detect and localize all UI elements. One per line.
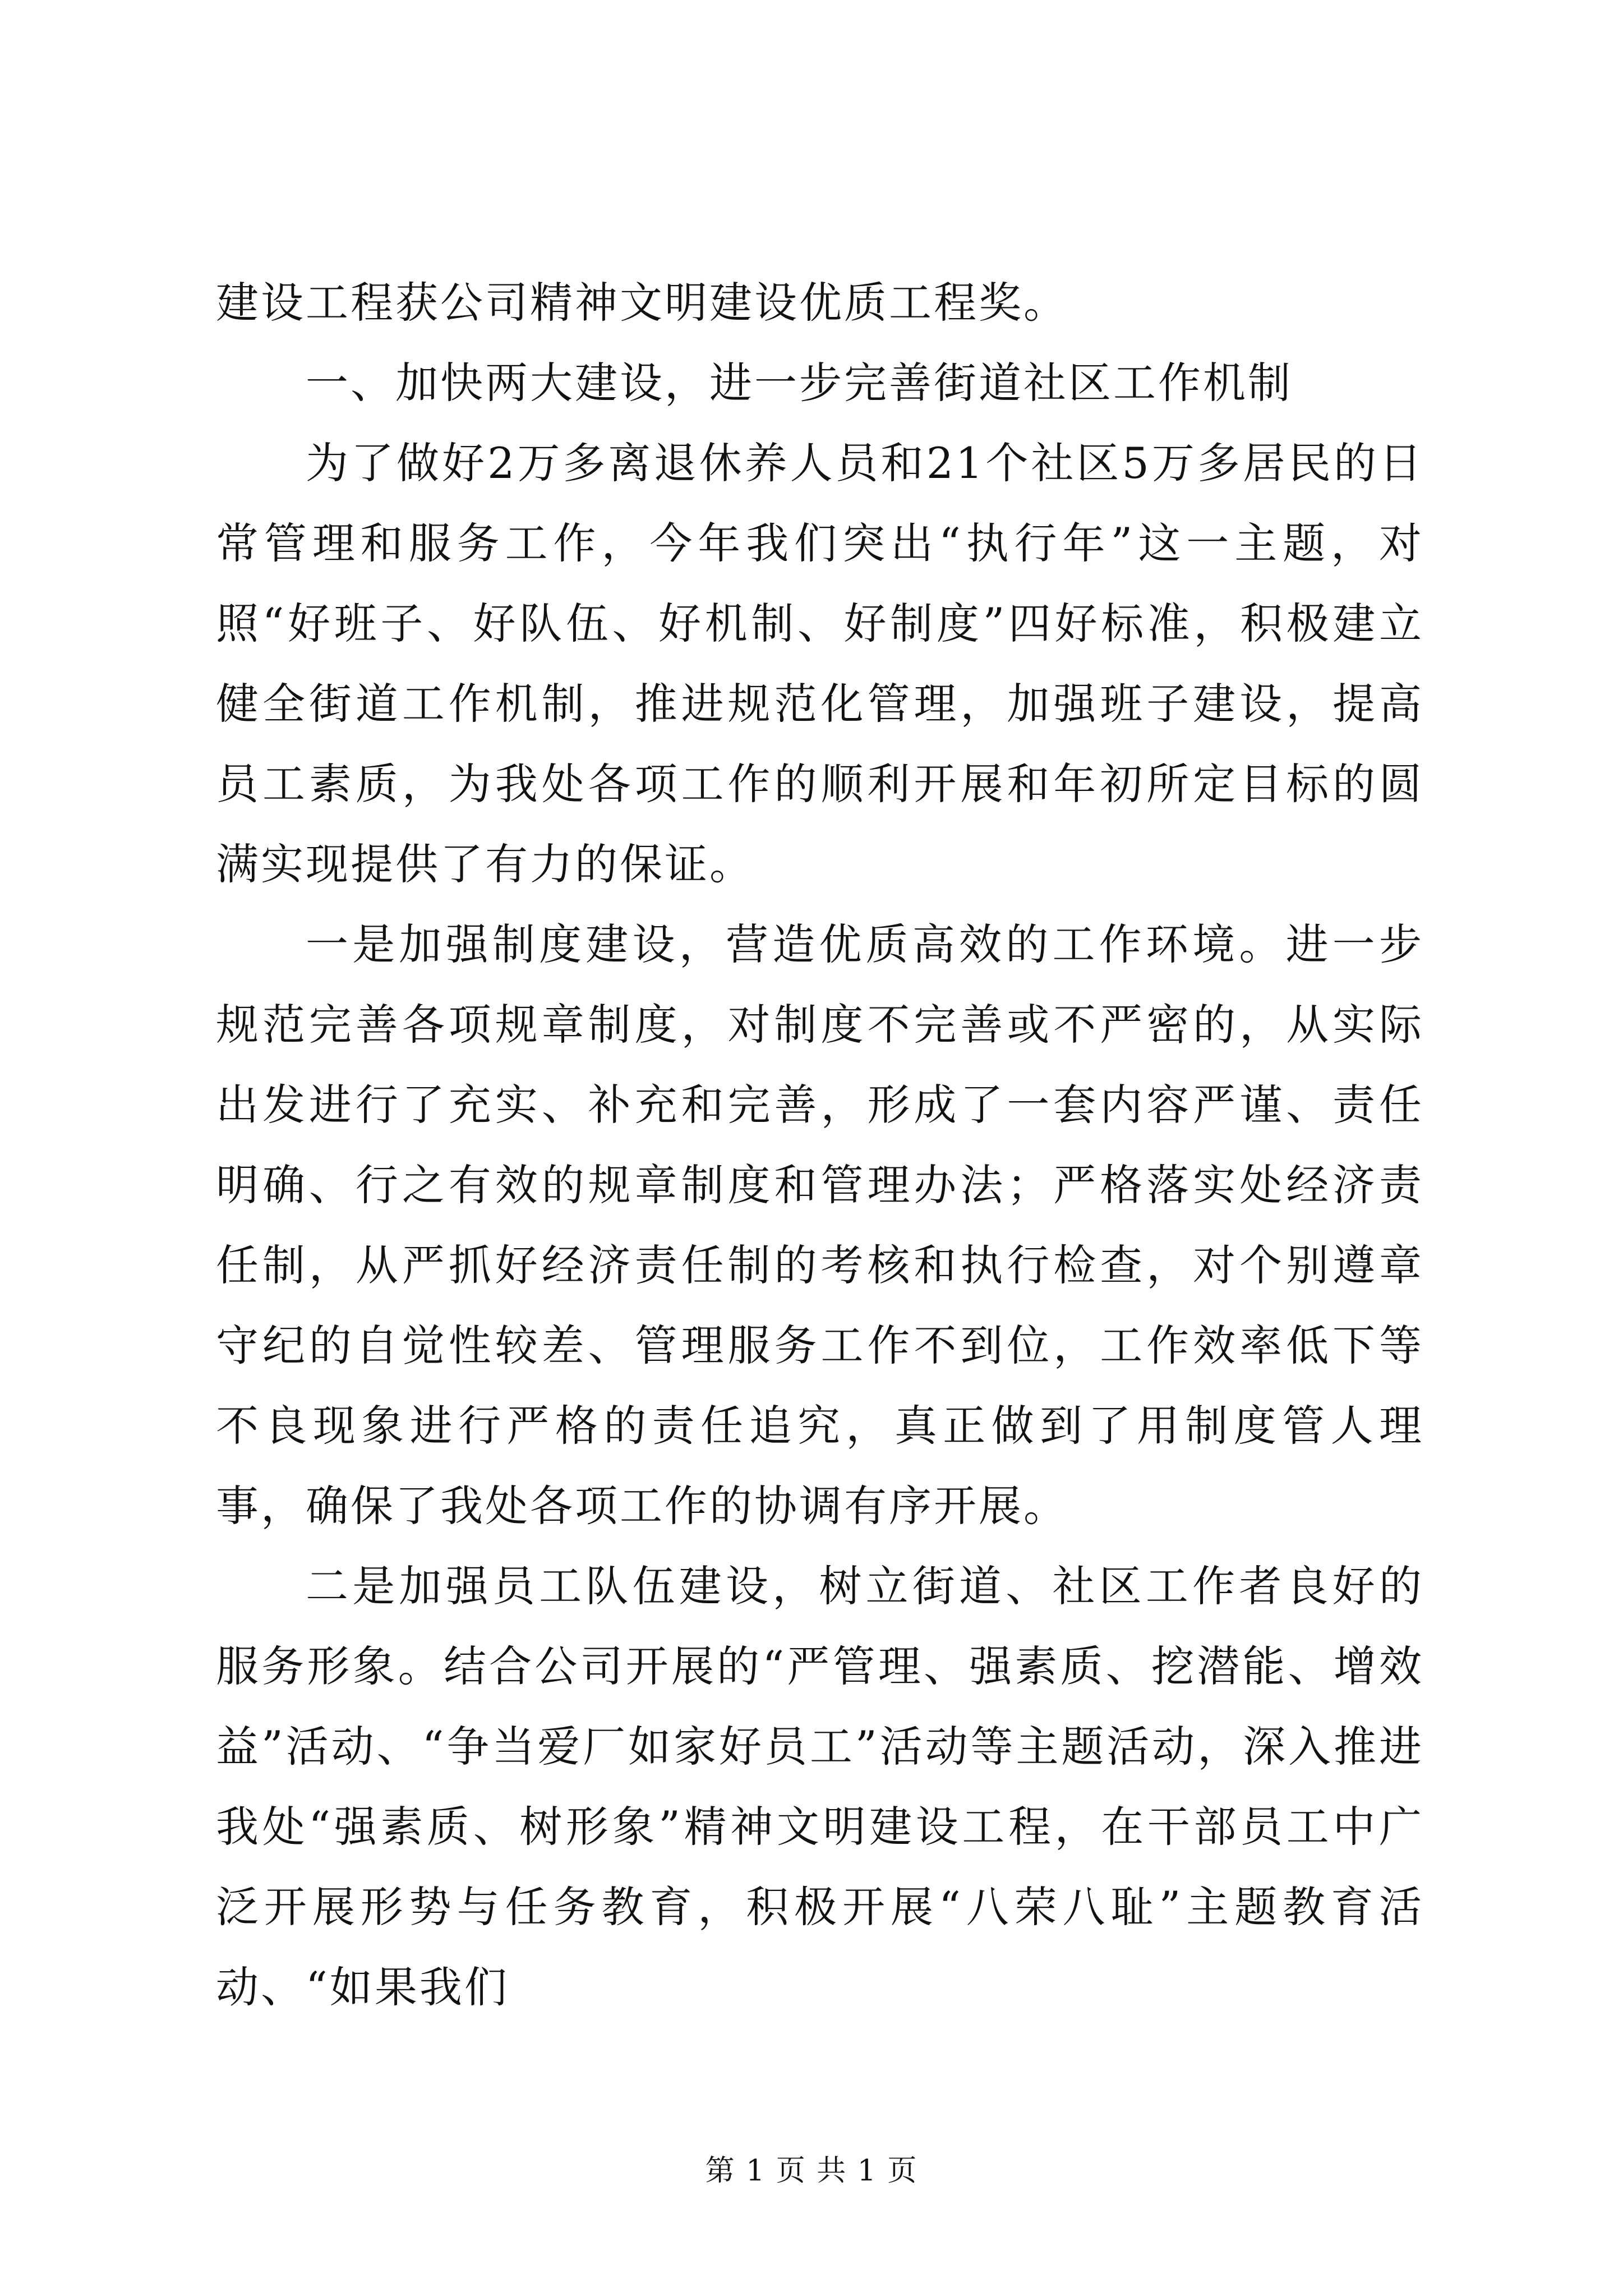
paragraph: 二是加强员工队伍建设，树立街道、社区工作者良好的服务形象。结合公司开展的“严管理、强素质、挖潜能、增效益”活动、“争当爱厂如家好员工”活动等主题活动，深入推进我处“强素质、树形象”精神文明建设工程，在干部员工中广泛开展形势与任务教育，积极开展“八荣八耻”主题教育活动、“如果我们 bbox=[216, 1561, 1424, 2012]
section-heading: 一、加快两大建设，进一步完善街道社区工作机制 bbox=[306, 358, 1293, 408]
paragraph: 建设工程获公司精神文明建设优质工程奖。 bbox=[216, 278, 1068, 328]
paragraph: 一是加强制度建设，营造优质高效的工作环境。进一步规范完善各项规章制度，对制度不完善或不严密的，从实际出发进行了充实、补充和完善，形成了一套内容严谨、责任明确、行之有效的规章制度和管理办法；严格落实处经济责任制，从严抓好经济责任制的考核和执行检查，对个别遵章守纪的自觉性较差、管理服务工作不到位，工作效率低下等不良现象进行严格的责任追究，真正做到了用制度管人理事，确保了我处各项工作的协调有序开展。 bbox=[216, 919, 1424, 1531]
document-body bbox=[216, 263, 1424, 2027]
page-footer: 第 1 页 共 1 页 bbox=[705, 2154, 918, 2188]
paragraph: 为了做好2万多离退休养人员和21个社区5万多居民的日常管理和服务工作，今年我们突出“执行年”这一主题，对照“好班子、好队伍、好机制、好制度”四好标准，积极建立健全街道工作机制，推进规范化管理，加强班子建设，提高员工素质，为我处各项工作的顺利开展和年初所定目标的圆满实现提供了有力的保证。 bbox=[216, 438, 1424, 889]
